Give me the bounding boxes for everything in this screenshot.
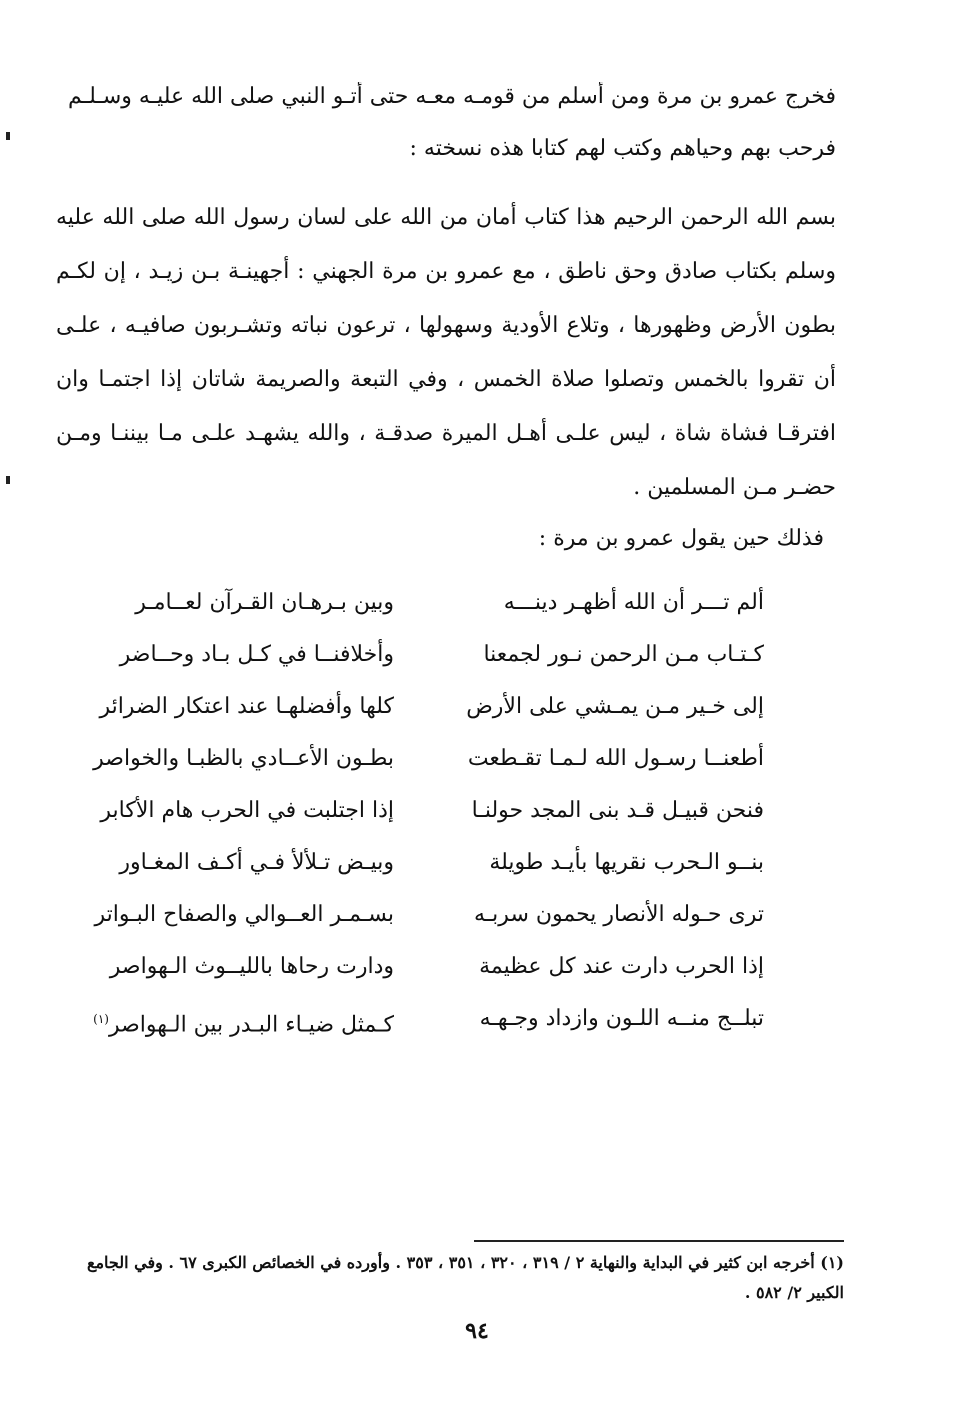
- verse-first-hemistich: إذا الحرب دارت عند كل عظيمة: [479, 954, 764, 979]
- footnote-line: (١) أخرجه ابن كثير في البداية والنهاية ٢ / ٣١٩ ، ٣٢٠ ، ٣٥١ ، ٣٥٣ . وأورده في الخصائص الكبرى ٦٧ . وفي الجامع: [86, 1253, 844, 1272]
- verse-first-hemistich: إلى خـير مـن يمـشي على الأرض: [466, 694, 764, 719]
- letter-paragraph: بسم الله الرحمن الرحيم هذا كتاب أمان من الله على لسان رسول الله صلى الله عليه وسلم بكتاب صادق وحق ناطق ، مع عمرو بن مرة الجهني : أجهينـة بـن زيـد ، إن لكـم بطون الأرض وظهورها ، وتلاع الأودية وسهولها ، ترعون نباته وتشـربون صافيـه ، علـى أن تقروا بالخمس وتصلوا صلاة الخمس ، وفي التبعة والصريمة شاتان إذا اجتمـا وان افترقـا فشاة شاة ، ليس علـى أهـل الميرة صدقـة ، والله يشهـد علـى مـا بيننـا ومـن حضـر مـن المسلمين .: [56, 205, 836, 500]
- verse-first-hemistich: ترى حـوله الأنصار يحمون سربـه: [473, 902, 764, 927]
- verse-first-hemistich: أطعنــا رسـول الله لـمـا تقـطعت: [467, 746, 764, 771]
- scan-mark: [6, 476, 10, 484]
- verse-first-hemistich: تبلــج منــه اللـون وازداد وجـهـه: [479, 1006, 764, 1031]
- verse-first-hemistich: كـتـاب مـن الرحمن نـور لجمعنا: [483, 642, 764, 667]
- verse-first-hemistich: بنــو الـحرب نقريها بأيـد طويلة: [489, 850, 764, 875]
- intro-line: فرحب بهم وحياهم وكتب لهم كتابا هذه نسخته :: [409, 136, 836, 161]
- verse-second-hemistich: وبيـض تـلألأ فـي أكـف المغـاور: [119, 850, 394, 875]
- verse-text: كـمثل ضيـاء البـدر بين الـهواصر: [108, 1012, 394, 1038]
- footnote-line: الكبير ٢/ ٥٨٢ .: [744, 1283, 844, 1302]
- intro-line: فخرج عمرو بن مرة ومن أسلم من قومـه معـه حتى أتـو النبي صلى الله عليـه وسـلـم: [68, 84, 836, 109]
- verse-first-hemistich: فنحن قبيـل قـد بنى المجد حولنـا: [471, 798, 764, 823]
- verse-second-hemistich: وأخلافنــا في كـل بـاد وحــاضر: [119, 642, 394, 667]
- verse-second-hemistich: وبين بـرهـان القـرآن لعــامـر: [135, 590, 394, 615]
- verse-second-hemistich: [93, 1004, 394, 1040]
- verse-second-hemistich: كلها وأفضلهـا عند اعتكار الضرائر: [99, 694, 394, 719]
- verse-second-hemistich: بسـمـر العــوالي والصفاح البـواتر: [94, 902, 394, 927]
- footnote-marker: (١): [93, 1012, 109, 1026]
- scan-mark: [6, 132, 10, 140]
- verse-first-hemistich: ألم تـــر أن الله أظهـر دينـــه: [503, 590, 764, 615]
- page-number: ٩٤: [465, 1318, 489, 1344]
- verse-second-hemistich: ودارت رحاها بالليــوث الـهواصر: [109, 954, 394, 979]
- verse-second-hemistich: إذا اجتلبت في الحرب هام الأكابر: [100, 798, 394, 823]
- verse-second-hemistich: بطـون الأعــادي بالظبـا والخواصر: [93, 746, 394, 771]
- footnote-divider: [474, 1240, 844, 1242]
- poem-intro: فذلك حين يقول عمرو بن مرة :: [538, 526, 824, 551]
